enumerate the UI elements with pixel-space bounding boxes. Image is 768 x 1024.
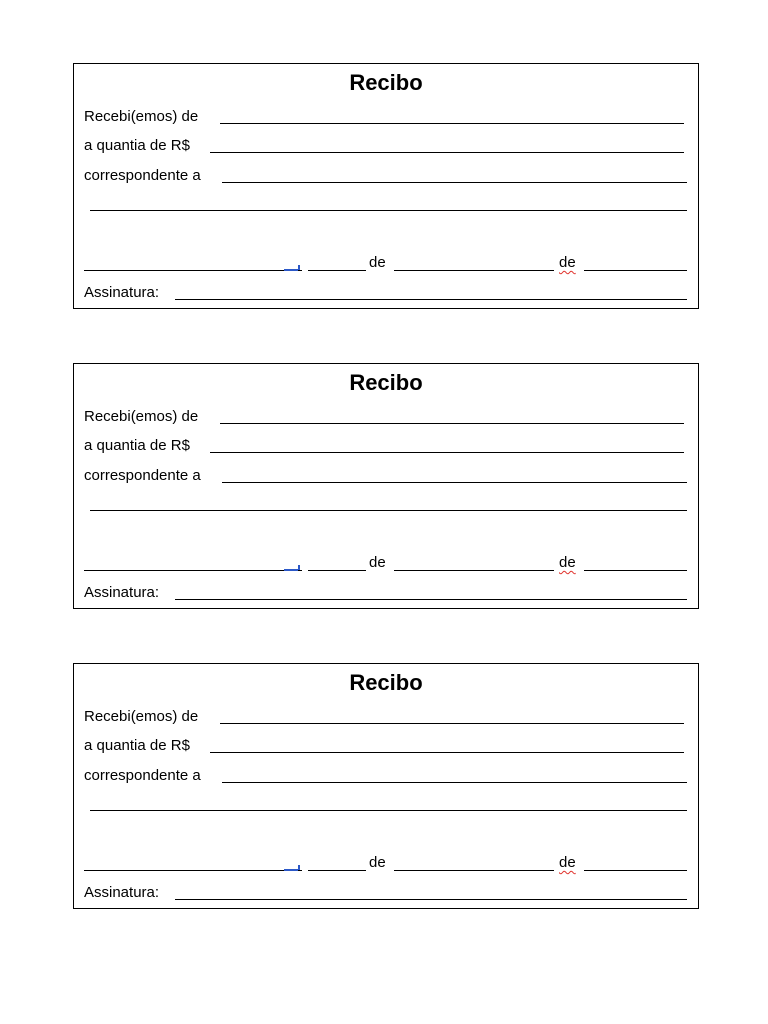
receipt-title: Recibo xyxy=(349,70,423,95)
date-de-label: de xyxy=(369,554,386,571)
month-field[interactable] xyxy=(394,570,554,571)
city-field[interactable] xyxy=(84,270,302,271)
corresponding-field-continued[interactable] xyxy=(90,810,687,811)
amount-field[interactable] xyxy=(210,452,684,453)
received-from-label: Recebi(emos) de xyxy=(84,408,199,425)
received-from-label: Recebi(emos) de xyxy=(84,108,199,125)
date-de-label-misspelled: de xyxy=(559,554,576,571)
signature-label: Assinatura: xyxy=(84,884,160,901)
day-field[interactable] xyxy=(308,570,366,571)
date-de-label: de xyxy=(369,254,386,271)
amount-label: a quantia de R$ xyxy=(84,137,190,154)
year-field[interactable] xyxy=(584,570,687,571)
corresponding-label: correspondente a xyxy=(84,167,201,184)
signature-label: Assinatura: xyxy=(84,284,160,301)
text-cursor-marker xyxy=(284,867,302,871)
corresponding-label: correspondente a xyxy=(84,467,201,484)
receipt-2 xyxy=(73,363,699,609)
received-from-label: Recebi(emos) de xyxy=(84,708,199,725)
day-field[interactable] xyxy=(308,870,366,871)
receipt-3 xyxy=(73,663,699,909)
year-field[interactable] xyxy=(584,870,687,871)
receipt-1 xyxy=(73,63,699,309)
receipt-title: Recibo xyxy=(349,370,423,395)
text-cursor-marker xyxy=(284,567,302,571)
date-de-label-misspelled: de xyxy=(559,854,576,871)
signature-field[interactable] xyxy=(175,899,687,900)
signature-field[interactable] xyxy=(175,599,687,600)
day-field[interactable] xyxy=(308,270,366,271)
date-de-label: de xyxy=(369,854,386,871)
received-from-field[interactable] xyxy=(220,723,684,724)
amount-field[interactable] xyxy=(210,752,684,753)
corresponding-field-continued[interactable] xyxy=(90,210,687,211)
signature-label: Assinatura: xyxy=(84,584,160,601)
corresponding-field-continued[interactable] xyxy=(90,510,687,511)
city-field[interactable] xyxy=(84,570,302,571)
amount-label: a quantia de R$ xyxy=(84,737,190,754)
amount-label: a quantia de R$ xyxy=(84,437,190,454)
received-from-field[interactable] xyxy=(220,423,684,424)
corresponding-field[interactable] xyxy=(222,182,687,183)
receipt-title: Recibo xyxy=(349,670,423,695)
month-field[interactable] xyxy=(394,870,554,871)
signature-field[interactable] xyxy=(175,299,687,300)
city-field[interactable] xyxy=(84,870,302,871)
amount-field[interactable] xyxy=(210,152,684,153)
year-field[interactable] xyxy=(584,270,687,271)
date-de-label-misspelled: de xyxy=(559,254,576,271)
corresponding-field[interactable] xyxy=(222,482,687,483)
received-from-field[interactable] xyxy=(220,123,684,124)
month-field[interactable] xyxy=(394,270,554,271)
text-cursor-marker xyxy=(284,267,302,271)
corresponding-field[interactable] xyxy=(222,782,687,783)
corresponding-label: correspondente a xyxy=(84,767,201,784)
